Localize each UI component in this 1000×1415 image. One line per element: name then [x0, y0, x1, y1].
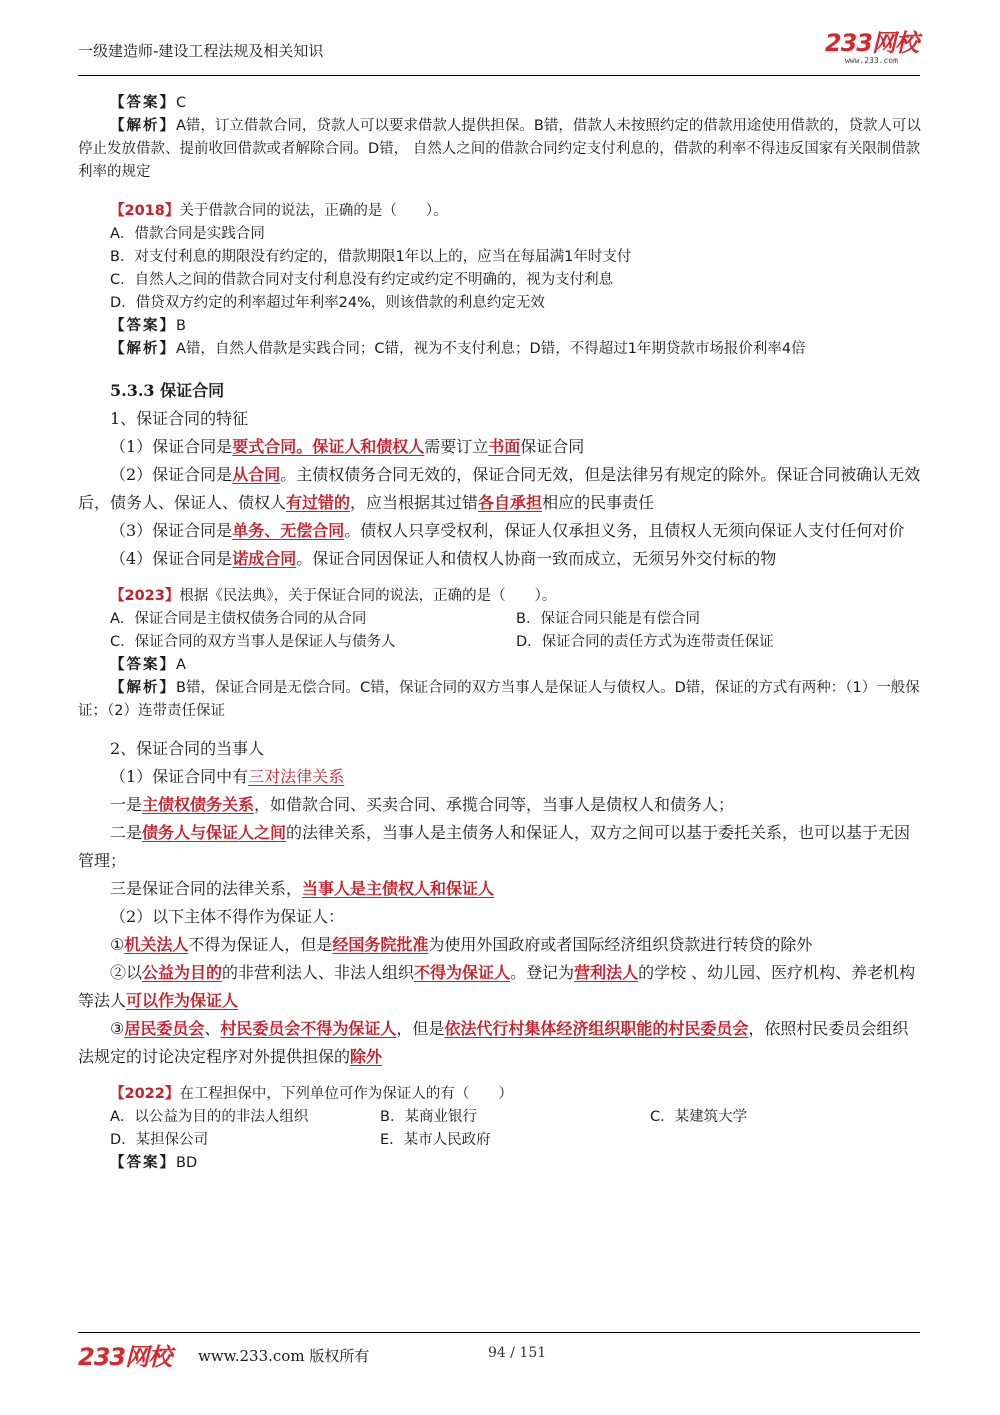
page-footer: [78, 1332, 920, 1372]
page-header: [78, 30, 920, 76]
parties-line-1: （1）保证合同中有三对法律关系: [110, 767, 345, 786]
parties-line-6: ①机关法人不得为保证人，但是经国务院批准为使用外国政府或者国际经济组织贷款进行转贷的除外: [110, 935, 813, 954]
answer-line: 【答案】BD: [110, 1155, 198, 1171]
feature-paragraph-2: （2）保证合同是从合同。主债权债务合同无效的，保证合同无效，但是法律另有规定的除外。保证合同被确认无效后，债务人、保证人、债权人有过错的，应当根据其过错各自承担相应的民事责任: [78, 465, 921, 512]
year-tag: 【2022】: [110, 1086, 180, 1102]
parties-line-5: （2）以下主体不得作为保证人：: [110, 907, 345, 926]
option-b: B．某商业银行: [380, 1109, 477, 1125]
year-tag: 【2023】: [110, 588, 180, 604]
feature-paragraph-4: （4）保证合同是诺成合同。保证合同因保证人和债权人协商一致而成立，无须另外交付标的物: [110, 549, 777, 568]
question-2018-stem: 【2018】关于借款合同的说法，正确的是（ ）。: [110, 203, 448, 219]
subsection-heading: 1、保证合同的特征: [110, 409, 249, 428]
analysis-paragraph: 【解析】A错，订立借款合同，贷款人可以要求借款人提供担保。B错，借款人未按照约定的借款用途使用借款的，贷款人可以停止发放借款、提前收回借款或者解除合同。D错， 自然人之间的借款合同约定支付利息的，借款的利率不得违反国家有关限制借款利率的规定: [78, 118, 921, 180]
answer-line: 【答案】C: [110, 95, 187, 111]
option-a: A．保证合同是主债权债务合同的从合同: [110, 611, 367, 627]
option-a: A．借款合同是实践合同: [110, 226, 265, 242]
option-c: C．保证合同的双方当事人是保证人与债务人: [110, 634, 396, 650]
option-d: D．借贷双方约定的利率超过年利率24%，则该借款的利息约定无效: [110, 295, 545, 311]
option-b: B．保证合同只能是有偿合同: [516, 611, 700, 627]
analysis-paragraph: 【解析】B错，保证合同是无偿合同。C错，保证合同的双方当事人是保证人与债权人。D错，保证的方式有两种：（1）一般保证；（2）连带责任保证: [78, 680, 920, 719]
analysis-paragraph: 【解析】A错，自然人借款是实践合同；C错，视为不支付利息；D错，不得超过1年期贷款市场报价利率4倍: [110, 341, 806, 357]
option-e: E．某市人民政府: [380, 1132, 491, 1148]
section-heading: 5.3.3 保证合同: [110, 381, 225, 400]
parties-line-4: 三是保证合同的法律关系，当事人是主债权人和保证人: [110, 879, 495, 898]
option-a: A．以公益为目的的非法人组织: [110, 1109, 309, 1125]
feature-paragraph-3: （3）保证合同是单务、无偿合同。债权人只享受权利，保证人仅承担义务，且债权人无须向保证人支付任何对价: [110, 521, 905, 540]
option-b: B．对支付利息的期限没有约定的，借款期限1年以上的，应当在每届满1年时支付: [110, 249, 632, 265]
question-2023-stem: 【2023】根据《民法典》，关于保证合同的说法，正确的是（ ）。: [110, 588, 557, 604]
parties-line-2: 一是主债权债务关系，如借款合同、买卖合同、承揽合同等，当事人是债权人和债务人；: [110, 795, 735, 814]
answer-line: 【答案】B: [110, 318, 186, 334]
footer-logo: 233网校: [78, 1343, 172, 1371]
parties-line-3: 二是债务人与保证人之间的法律关系，当事人是主债务人和保证人，双方之间可以基于委托关系，也可以基于无因管理；: [78, 823, 911, 870]
logo-url: www.233.com: [844, 56, 898, 65]
brand-logo: [825, 30, 918, 65]
year-tag: 【2018】: [110, 203, 180, 219]
parties-line-7: ②以公益为目的的非营利法人、非法人组织不得为保证人。登记为营利法人的学校 、幼儿园、医疗机构、养老机构等法人可以作为保证人: [78, 963, 916, 1010]
option-c: C．某建筑大学: [650, 1109, 748, 1125]
option-d: D．某担保公司: [110, 1132, 209, 1148]
logo-text: 233网校: [824, 29, 918, 57]
subsection-heading: 2、保证合同的当事人: [110, 739, 265, 758]
page-number: 94 / 151: [488, 1345, 547, 1361]
answer-line: 【答案】A: [110, 657, 186, 673]
page-content: [78, 92, 924, 1175]
option-d: D．保证合同的责任方式为连带责任保证: [516, 634, 774, 650]
option-c: C．自然人之间的借款合同对支付利息没有约定或约定不明确的，视为支付利息: [110, 272, 614, 288]
question-2022-stem: 【2022】在工程担保中，下列单位可作为保证人的有（ ）: [110, 1086, 513, 1102]
feature-paragraph-1: （1）保证合同是要式合同。保证人和债权人需要订立书面保证合同: [110, 437, 585, 456]
document-title: 一级建造师-建设工程法规及相关知识: [78, 42, 324, 60]
parties-line-8: ③居民委员会、村民委员会不得为保证人，但是依法代行村集体经济组织职能的村民委员会，依照村民委员会组织法规定的讨论决定程序对外提供担保的除外: [78, 1019, 909, 1066]
copyright-text: www.233.com 版权所有: [198, 1347, 370, 1365]
